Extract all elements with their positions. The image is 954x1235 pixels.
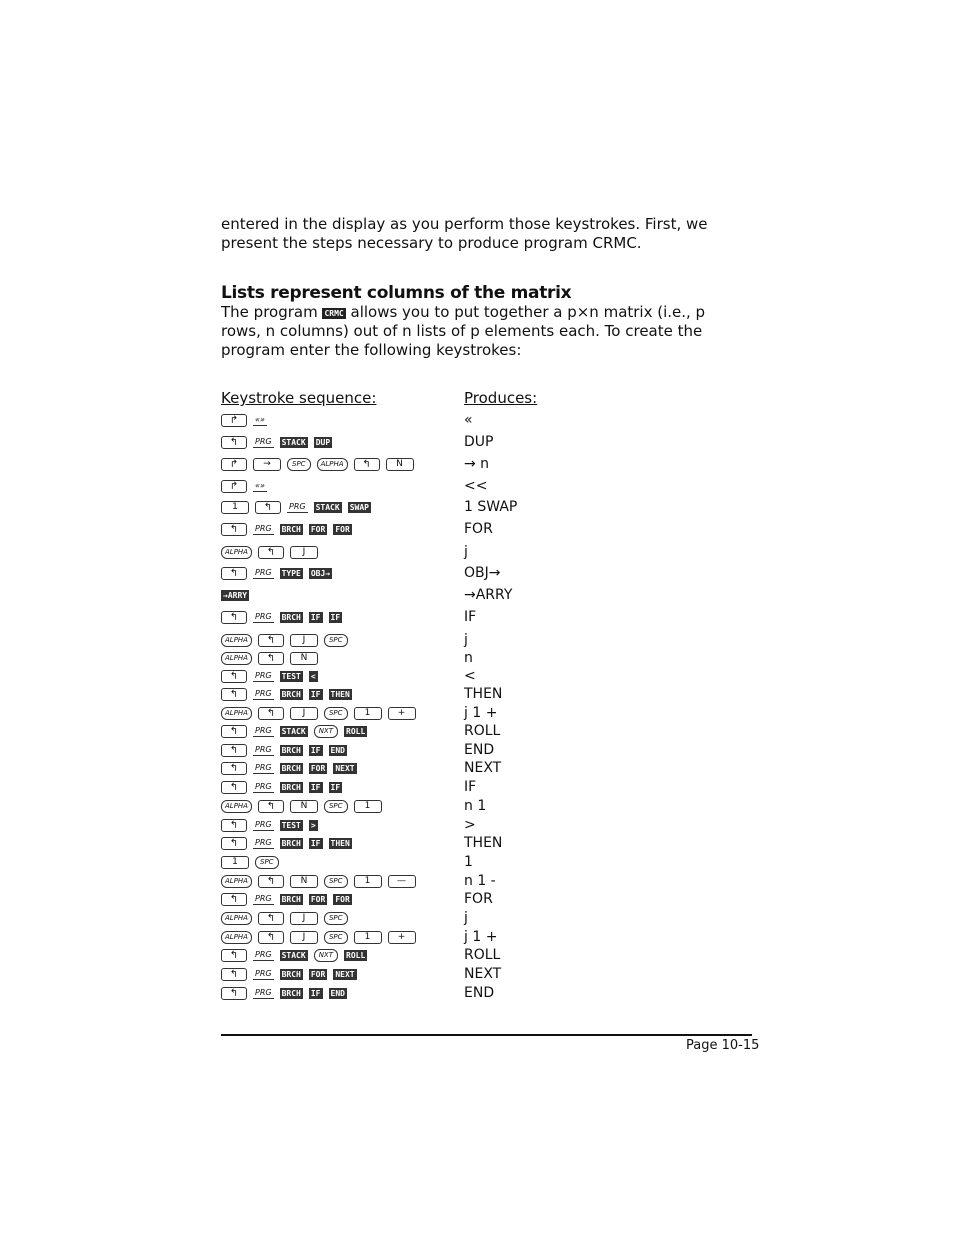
alpha-key: ALPHA: [221, 707, 252, 720]
key-key: N: [290, 875, 318, 888]
menu-key: BRCH: [281, 988, 301, 998]
menu-key: FOR: [335, 524, 350, 534]
menu-key: STACK: [315, 502, 340, 512]
key-key: 1: [221, 501, 249, 514]
key-key: 1: [354, 875, 382, 888]
shift-key: ↰: [258, 707, 284, 720]
keystroke-row: [221, 685, 741, 703]
produces-output: 1 SWAP: [464, 499, 518, 515]
prg-key: PRG: [255, 987, 272, 997]
description-paragraph: [221, 303, 741, 360]
key-key: 1: [354, 800, 382, 813]
keystroke-sequence: [221, 890, 352, 908]
menu-key: →ARRY: [223, 590, 248, 600]
footer-rule: [221, 1034, 752, 1036]
keystroke-sequence: [221, 722, 367, 740]
key-key: 1: [221, 856, 249, 869]
paragraph-after: allows you to put together a p×n matrix (i.e., p rows, n columns) out of n lists of p elements each. To create the program enter the following keystrokes:: [221, 303, 706, 359]
produces-output: IF: [464, 779, 477, 795]
produces-output: ROLL: [464, 947, 501, 963]
shift-key: ↰: [221, 893, 247, 906]
produces-output: END: [464, 742, 495, 758]
produces-output: DUP: [464, 434, 494, 450]
keystroke-row: [221, 455, 741, 473]
produces-output: END: [464, 985, 495, 1001]
menu-key: IF: [330, 612, 341, 622]
keystroke-row: [221, 586, 741, 604]
key-key: 1: [354, 931, 382, 944]
keystroke-sequence: [221, 411, 267, 429]
keystroke-row: [221, 946, 741, 964]
prg-key: PRG: [255, 567, 272, 577]
menu-key: BRCH: [281, 763, 301, 773]
shift-key: ↰: [221, 968, 247, 981]
shift-key: ↰: [258, 912, 284, 925]
produces-output: 1: [464, 854, 473, 870]
produces-output: IF: [464, 609, 477, 625]
prg-key: PRG: [255, 436, 272, 446]
keystroke-sequence: [221, 608, 342, 626]
prg-key: PRG: [255, 670, 272, 680]
keystroke-row: [221, 649, 741, 667]
produces-output: →ARRY: [464, 587, 513, 603]
menu-key: FOR: [310, 763, 326, 773]
keystroke-sequence: [221, 564, 332, 582]
prg-key: PRG: [289, 501, 306, 511]
shift-key: ↰: [221, 523, 247, 536]
produces-output: FOR: [464, 891, 493, 907]
menu-key: STACK: [281, 437, 306, 447]
produces-output: j 1 +: [464, 929, 498, 945]
key-key: N: [386, 458, 414, 471]
key-key: J: [290, 546, 318, 559]
alpha-key: ALPHA: [221, 652, 252, 665]
produces-output: ROLL: [464, 723, 501, 739]
menu-key: FOR: [310, 969, 326, 979]
prg-key: PRG: [255, 744, 272, 754]
keystroke-sequence: [221, 477, 267, 495]
section-heading: Lists represent columns of the matrix: [221, 283, 572, 303]
produces-output: n 1: [464, 798, 487, 814]
menu-key: IF: [310, 782, 321, 792]
menu-key: NEXT: [335, 763, 355, 773]
prg-key: PRG: [255, 611, 272, 621]
keystroke-row: [221, 778, 741, 796]
keystroke-sequence: [221, 984, 347, 1002]
keystroke-sequence: [221, 778, 342, 796]
spc-key: SPC: [324, 875, 348, 888]
produces-output: j 1 +: [464, 705, 498, 721]
key-key: +: [388, 931, 416, 944]
menu-key: BRCH: [281, 969, 301, 979]
keystroke-sequence: [221, 685, 352, 703]
shift-key: ↰: [258, 652, 284, 665]
keystroke-row: [221, 667, 741, 685]
menu-key: THEN: [330, 838, 350, 848]
prg-key: «»: [255, 480, 265, 490]
key-key: +: [388, 707, 416, 720]
prg-key: «»: [255, 414, 265, 424]
produces-output: NEXT: [464, 966, 502, 982]
alpha-key: ALPHA: [221, 912, 252, 925]
produces-output: THEN: [464, 686, 503, 702]
intro-text: entered in the display as you perform those keystrokes. First, we present the steps necessary to produce program CRMC.: [221, 215, 708, 252]
alpha-key: ALPHA: [221, 546, 252, 559]
keystroke-row: [221, 909, 741, 927]
prg-key: PRG: [255, 949, 272, 959]
produces-output: OBJ→: [464, 565, 501, 581]
keystroke-sequence: [221, 649, 318, 667]
spc-key: SPC: [324, 931, 348, 944]
shift-key: ↰: [258, 546, 284, 559]
keystroke-sequence: [221, 909, 348, 927]
menu-key: NEXT: [335, 969, 355, 979]
produces-output: <<: [464, 478, 488, 494]
alpha-key: ALPHA: [221, 634, 252, 647]
keystroke-sequence: [221, 759, 357, 777]
prg-key: PRG: [255, 523, 272, 533]
keystroke-row: [221, 797, 741, 815]
spc-key: NXT: [314, 949, 338, 962]
keystroke-sequence: [221, 543, 318, 561]
menu-key: END: [330, 745, 345, 755]
shift-key: ↱: [221, 458, 247, 471]
shift-key: ↰: [221, 781, 247, 794]
menu-key: DUP: [315, 437, 331, 447]
prg-key: PRG: [255, 837, 272, 847]
menu-key: ROLL: [346, 950, 366, 960]
produces-output: NEXT: [464, 760, 502, 776]
key-key: N: [290, 800, 318, 813]
spc-key: SPC: [324, 707, 348, 720]
alpha-key: ALPHA: [221, 875, 252, 888]
menu-key: THEN: [330, 689, 350, 699]
produces-output: THEN: [464, 835, 503, 851]
shift-key: ↰: [221, 762, 247, 775]
key-key: —: [388, 875, 416, 888]
keystroke-row: [221, 853, 741, 871]
keystroke-row: [221, 477, 741, 495]
keystroke-row: [221, 928, 741, 946]
menu-key: BRCH: [281, 524, 301, 534]
keystroke-sequence: [221, 520, 352, 538]
menu-key: <: [310, 671, 316, 681]
shift-key: ↰: [221, 987, 247, 1000]
menu-key: BRCH: [281, 782, 301, 792]
prg-key: PRG: [255, 968, 272, 978]
menu-key: OBJ→: [310, 568, 331, 578]
menu-key: IF: [310, 745, 321, 755]
keystroke-row: [221, 411, 741, 429]
shift-key: ↰: [221, 744, 247, 757]
menu-key: IF: [310, 988, 321, 998]
keystroke-row: [221, 759, 741, 777]
shift-key: ↰: [354, 458, 380, 471]
keystroke-sequence: [221, 797, 382, 815]
spc-key: SPC: [324, 634, 348, 647]
menu-key: IF: [310, 612, 321, 622]
produces-output: >: [464, 817, 476, 833]
produces-output: «: [464, 412, 473, 428]
shift-key: ↰: [221, 567, 247, 580]
menu-key: BRCH: [281, 612, 301, 622]
key-key: J: [290, 634, 318, 647]
menu-key: TEST: [281, 820, 301, 830]
menu-key: STACK: [281, 726, 306, 736]
produces-output: j: [464, 544, 468, 560]
prg-key: PRG: [255, 893, 272, 903]
shift-key: ↰: [258, 634, 284, 647]
menu-key: FOR: [310, 894, 326, 904]
keystroke-row: [221, 816, 741, 834]
alpha-key: ALPHA: [221, 800, 252, 813]
prg-key: PRG: [255, 781, 272, 791]
keystroke-row: [221, 890, 741, 908]
shift-key: ↰: [258, 800, 284, 813]
shift-key: ↰: [221, 949, 247, 962]
keystroke-row: [221, 704, 741, 722]
keystroke-sequence: [221, 741, 347, 759]
menu-key: FOR: [310, 524, 326, 534]
page-number: Page 10-15: [686, 1038, 760, 1053]
key-key: 1: [354, 707, 382, 720]
key-key: →: [253, 458, 281, 471]
produces-output: <: [464, 668, 476, 684]
keystroke-sequence: [221, 704, 416, 722]
produces-output: j: [464, 910, 468, 926]
shift-key: ↰: [221, 611, 247, 624]
produces-output: n: [464, 650, 473, 666]
keystroke-sequence: [221, 816, 318, 834]
shift-key: ↱: [221, 480, 247, 493]
keystroke-row: [221, 741, 741, 759]
keystroke-row: [221, 498, 741, 516]
keystroke-row: [221, 834, 741, 852]
menu-key: IF: [310, 689, 321, 699]
prg-key: PRG: [255, 762, 272, 772]
keystroke-row: [221, 520, 741, 538]
keystroke-row: [221, 722, 741, 740]
spc-key: SPC: [324, 800, 348, 813]
keystroke-sequence: [221, 631, 348, 649]
menu-key: FOR: [335, 894, 350, 904]
keystroke-row: [221, 433, 741, 451]
paragraph-before: The program: [221, 303, 323, 321]
shift-key: ↰: [255, 501, 281, 514]
program-name-code: CRMC: [324, 309, 344, 318]
menu-key: IF: [330, 782, 341, 792]
menu-key: >: [310, 820, 316, 830]
keystroke-row: [221, 543, 741, 561]
shift-key: ↰: [221, 725, 247, 738]
menu-key: IF: [310, 838, 321, 848]
shift-key: ↰: [221, 837, 247, 850]
spc-key: SPC: [255, 856, 279, 869]
keystroke-row: [221, 564, 741, 582]
keystroke-sequence: [221, 455, 414, 473]
key-key: J: [290, 707, 318, 720]
menu-key: TYPE: [281, 568, 301, 578]
key-key: J: [290, 912, 318, 925]
shift-key: ↰: [258, 875, 284, 888]
key-key: J: [290, 931, 318, 944]
keystroke-row: [221, 872, 741, 890]
keystroke-sequence: [221, 586, 249, 604]
keystroke-sequence: [221, 946, 367, 964]
keystroke-sequence: [221, 433, 332, 451]
keystroke-row: [221, 608, 741, 626]
prg-key: PRG: [255, 819, 272, 829]
keystroke-sequence: [221, 667, 318, 685]
menu-key: BRCH: [281, 894, 301, 904]
keystroke-sequence: [221, 928, 416, 946]
keystroke-sequence: [221, 498, 371, 516]
menu-key: ROLL: [346, 726, 366, 736]
keystroke-row: [221, 965, 741, 983]
spc-key: NXT: [314, 725, 338, 738]
menu-key: BRCH: [281, 838, 301, 848]
shift-key: ↰: [221, 670, 247, 683]
menu-key: TEST: [281, 671, 301, 681]
alpha-key: ALPHA: [221, 931, 252, 944]
produces-output: j: [464, 632, 468, 648]
key-key: N: [290, 652, 318, 665]
produces-column-header: Produces:: [464, 389, 538, 407]
menu-key: STACK: [281, 950, 306, 960]
menu-key: SWAP: [349, 502, 369, 512]
shift-key: ↰: [221, 436, 247, 449]
shift-key: ↰: [221, 688, 247, 701]
prg-key: PRG: [255, 725, 272, 735]
menu-key: BRCH: [281, 745, 301, 755]
keystroke-column-header: Keystroke sequence:: [221, 389, 377, 407]
keystroke-sequence: [221, 965, 357, 983]
keystroke-row: [221, 631, 741, 649]
menu-key: END: [330, 988, 345, 998]
menu-key: BRCH: [281, 689, 301, 699]
prg-key: PRG: [255, 688, 272, 698]
keystroke-row: [221, 984, 741, 1002]
produces-output: n 1 -: [464, 873, 496, 889]
keystroke-sequence: [221, 834, 352, 852]
shift-key: ↱: [221, 414, 247, 427]
produces-output: → n: [464, 456, 490, 472]
keystroke-sequence: [221, 872, 416, 890]
alpha-key: ALPHA: [317, 458, 348, 471]
produces-output: FOR: [464, 521, 493, 537]
shift-key: ↰: [221, 819, 247, 832]
spc-key: SPC: [287, 458, 311, 471]
keystroke-sequence: [221, 853, 279, 871]
spc-key: SPC: [324, 912, 348, 925]
shift-key: ↰: [258, 931, 284, 944]
